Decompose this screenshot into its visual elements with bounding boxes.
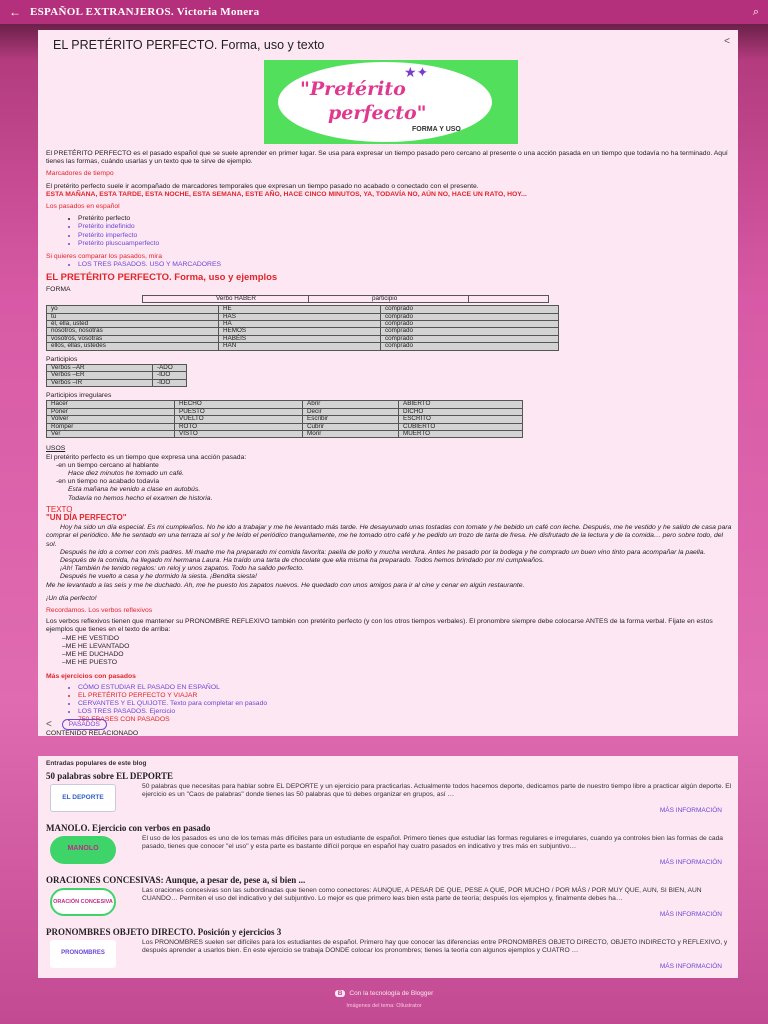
banner-line-1: "Pretérito [300,78,406,100]
table-cell: nosotros, nosotras [47,328,219,335]
more-info-link[interactable]: MÁS INFORMACIÓN [659,859,722,866]
popular-posts [38,756,738,978]
popular-item-thumb-label: EL DEPORTE [62,794,104,801]
popular-item-thumb-label: PRONOMBRES [61,950,105,956]
pasados-heading: Los pasados en español [46,203,120,211]
post-banner-image [264,60,518,144]
reflex-example: –ME HE LEVANTADO [62,642,130,650]
exercise-link[interactable]: • 750 FRASES CON PASADOS [78,716,732,724]
more-info-link[interactable]: MÁS INFORMACIÓN [659,911,722,918]
table-cell: -IDO [153,379,187,386]
uso-1: -en un tiempo cercano al hablante [56,461,159,469]
texto-paragraph: Después de la comida, ha llegado mi hermana Laura. Ha traído una tarta de chocolate que ella misma ha preparado. Todos hemos brindado por mi cumpleaños. [60,556,545,564]
page-footer [0,990,768,1009]
table-cell: ROTO [175,423,303,430]
participios-label: Participios [46,355,78,363]
texto-end: ¡Un día perfecto! [46,594,97,602]
participios-table [46,364,187,387]
table-cell: comprado [381,335,559,342]
table-cell: HE [219,306,381,313]
popular-item[interactable] [46,771,730,823]
table-cell: ABIERTO [399,401,523,408]
post-title: EL PRETÉRITO PERFECTO. Forma, uso y texto [53,38,325,52]
post-body [46,150,732,736]
usos-label: USOS [46,445,66,453]
uso-2: -en un tiempo no acabado todavía [56,478,160,486]
reflex-text: Los verbos reflexivos tienen que mantener su PRONOMBRE REFLEXIVO también con pretérito perfecto (y con los otros tiempos verbales). El pronombre siempre debe colocarse ANTES de la forma verbal. Fíjate en estos ejemplos que tienes en el texto de arriba: [46,618,713,634]
table-cell: Verbos –IR [47,379,153,386]
popular-item-title[interactable]: MANOLO. Ejercicio con verbos en pasado [46,823,211,833]
table-cell: DICHO [399,408,523,415]
popular-item-thumbnail[interactable] [50,940,116,968]
list-item: • Pretérito perfecto [78,215,732,223]
popular-item-snippet: Los PRONOMBRES suelen ser difíciles para los estudiantes de español. Primero hay que conocer las diferencias entre PRONOMBRES OBJETO DIRECTO, OBJETO INDIRECTO y REFLEXIVO, y después aprender a usarlos bien. En este ejercicio se trabaja DONDE colocar los pronombres; tienes la teoría con algunos ejemplos y CUATRO … [142,939,728,954]
label-tag[interactable]: PASADOS [62,719,107,730]
table-cell: yo [47,306,219,313]
texto-label: TEXTO [46,504,73,514]
popular-heading: Entradas populares de este blog [46,760,147,767]
texto-paragraph: Después he vuelto a casa y he dormido la siesta. ¡Bendita siesta! [60,573,257,581]
table-header: participio [368,295,468,302]
table-cell: HAS [219,313,381,320]
irregulares-label: Participios irregulares [46,392,112,400]
popular-item-snippet: Las oraciones concesivas son las subordinadas que tienen como conectores: AUNQUE, A PESAR DE QUE, PESE A QUE, POR MUCHO / POR MÁS / POR MUY QUE, AUN, SI BIEN, AUN CUANDO… Permiten el uso del indicativo y del subjuntivo. Lo mejor es que primero leas bien esta parte de teoría; después los ejemplos y, finalmente debes ha… [142,887,702,902]
popular-item[interactable] [46,823,730,875]
markers-list: ESTA MAÑANA, ESTA TARDE, ESTA NOCHE, ESTA SEMANA, ESTE AÑO, HACE CINCO MINUTOS, YA, TODAVÍA NO, AÚN NO, HACE UN RATO, HOY... [46,190,527,198]
irregulares-table [46,400,523,438]
table-cell: Morir [303,430,399,437]
table-header: Verbo HABER [212,295,308,302]
texto-paragraph: Hoy ha sido un día especial. Es mi cumpleaños. No he ido a trabajar y me he levantado más tarde. He desayunado unas tostadas con tomate y he bebido un café con leche. Después, me he vestido y he salido de casa para comprar el periódico. Me he sentado en una terraza al sol y he leído el periódico tranquilamente, me he tomado otro café y he pedido un trozo de tarta de fresa. He disfrutado de la lectura y de la comida… pero sobre todo, del sol. [46,524,732,548]
compare-list [46,261,732,269]
compare-link[interactable]: • LOS TRES PASADOS. USO Y MARCADORES [78,261,732,269]
table-cell: ESCRITO [399,416,523,423]
list-item[interactable]: • Pretérito imperfecto [78,232,732,240]
more-info-link[interactable]: MÁS INFORMACIÓN [659,807,722,814]
blog-title[interactable]: ESPAÑOL EXTRANJEROS. Victoria Monera [30,6,260,18]
table-cell: comprado [381,321,559,328]
forma-table [46,295,549,303]
powered-by-link[interactable]: Con la tecnología de Blogger [349,990,434,997]
texto-title: "UN DÍA PERFECTO" [46,512,127,522]
related-content-label: CONTENIDO RELACIONADO [46,729,139,736]
top-bar [0,0,768,24]
popular-item-thumbnail[interactable] [50,836,116,864]
search-icon[interactable]: ⌕ [752,5,760,18]
theme-images-credit: Imágenes del tema: Ollustrator [346,1003,422,1009]
back-arrow-icon[interactable]: ← [9,5,21,19]
blogger-icon: B [335,990,346,997]
table-cell: comprado [381,306,559,313]
texto-paragraph: ¡Ah! También he tenido regalos: un reloj y unos zapatos. Todo ha salido perfecto. [60,565,304,573]
markers-text: El pretérito perfecto suele ir acompañado de marcadores temporales que expresan un tiempo pasado no acabado o conectado con el presente. [46,182,479,190]
table-cell: ellos, ellas, ustedes [47,343,219,350]
table-cell: Verbos –ER [47,372,153,379]
forma-label: FORMA [46,285,71,293]
texto-paragraph: Después he ido a comer con mis padres. Mi madre me ha preparado mi comida favorita: paella de pollo y mucha verdura. Antes he pasado por la bodega y he comprado un buen vino tinto para acompañar la paella. [60,548,706,556]
uso-2-example-2: Todavía no hemos hecho el examen de historia. [68,494,213,502]
table-cell: Verbos –AR [47,364,153,371]
ejercicios-heading: Más ejercicios con pasados [46,673,136,681]
table-cell: Romper [47,423,175,430]
popular-item-title[interactable]: 50 palabras sobre EL DEPORTE [46,771,174,781]
table-cell: -ADO [153,364,187,371]
reflex-example: –ME HE VESTIDO [62,634,120,642]
markers-heading: Marcadores de tiempo [46,170,114,178]
post-card [38,30,738,736]
popular-item-thumbnail[interactable] [50,888,116,916]
table-cell: vosotros, vosotras [47,335,219,342]
popular-item-title[interactable]: PRONOMBRES OBJETO DIRECTO. Posición y ejercicios 3 [46,927,282,937]
popular-item-snippet: El uso de los pasados es uno de los temas más difíciles para un estudiante de español. Primero tienes que estudiar las formas regulares e irregulares, cuando ya controles bien las formas de cada pasado, tienes que conocer "el uso" y esta parte es bastante difícil porque en español hay cuatro pasados en indicativo y tres más en subjuntivo… [142,835,724,850]
share-icon[interactable]: < [46,719,52,730]
table-cell: HECHO [175,401,303,408]
table-cell: comprado [381,343,559,350]
table-cell: Ver [47,430,175,437]
popular-item-thumb-label: MANOLO [67,845,99,852]
stars-icon: ★✦ [404,64,429,80]
table-cell: Decir [303,408,399,415]
table-cell: él, ella, usted [47,321,219,328]
post-footer [46,719,107,730]
table-cell: comprado [381,328,559,335]
ejercicios-list [46,684,732,725]
reflex-example: –ME HE DUCHADO [62,651,124,659]
table-cell: VUELTO [175,416,303,423]
exercise-link[interactable]: • EL PRETÉRITO PERFECTO Y VIAJAR [78,692,732,700]
section-title: EL PRETÉRITO PERFECTO. Forma, uso y ejemplos [46,272,278,284]
popular-item-title[interactable]: ORACIONES CONCESIVAS: Aunque, a pesar de, pese a, si bien ... [46,875,306,885]
list-item[interactable]: • Pretérito indefinido [78,223,732,231]
exercise-link[interactable]: • CÓMO ESTUDIAR EL PASADO EN ESPAÑOL [78,684,732,692]
table-cell: HEMOS [219,328,381,335]
table-cell: CUBIERTO [399,423,523,430]
table-cell: HABÉIS [219,335,381,342]
table-cell: VISTO [175,430,303,437]
table-cell: Escribir [303,416,399,423]
table-cell: -IDO [153,372,187,379]
table-cell: Volver [47,416,175,423]
forma-conjugation-table [46,305,559,350]
exercise-link[interactable]: • LOS TRES PASADOS. Ejercicio [78,708,732,716]
reflex-example: –ME HE PUESTO [62,659,118,667]
uso-1-example: Hace diez minutos he tomado un café. [68,469,184,477]
table-cell: HAN [219,343,381,350]
compare-heading: Si quieres comparar los pasados, mira [46,253,162,261]
table-cell: Poner [47,408,175,415]
popular-item[interactable] [46,927,730,978]
popular-item-thumb-label: ORACIÓN CONCESIVA [53,899,113,905]
intro-text: El PRETÉRITO PERFECTO es el pasado español que se suele aprender en primer lugar. Se usa para expresar un tiempo pasado pero cercano al presente o una acción pasada en un tiempo que todavía no ha terminado. Aquí tienes las formas, cuándo usarlas y un texto que te sirve de ejemplo. [46,150,728,166]
table-cell: tú [47,313,219,320]
table-cell: comprado [381,313,559,320]
reflex-heading: Recordamos. Los verbos reflexivos [46,607,153,614]
banner-line-3: FORMA Y USO [412,126,461,133]
table-cell: HA [219,321,381,328]
table-cell: Abrir [303,401,399,408]
popular-item-thumbnail[interactable] [50,784,116,812]
list-item[interactable]: • Pretérito pluscuamperfecto [78,240,732,248]
table-cell: MUERTO [399,430,523,437]
exercise-link[interactable]: • CERVANTES Y EL QUIJOTE. Texto para completar en pasado [78,700,732,708]
popular-item-snippet: 50 palabras que necesitas para hablar sobre EL DEPORTE y un ejercicio para practicarlas. Actualmente todos hacemos deporte, dedicamos parte de nuestro tiempo libre a practicar algún deporte. El ejercicio es un "Caos de palabras" donde tienes las 50 palabras que tú debes organizar en grupos, así … [142,783,732,798]
popular-item[interactable] [46,875,730,927]
table-cell: Hacer [47,401,175,408]
banner-line-2: perfecto" [328,102,427,124]
more-info-link[interactable]: MÁS INFORMACIÓN [659,963,722,970]
share-icon[interactable]: < [724,36,730,47]
texto-paragraph: Me he levantado a las seis y me he duchado. Ah, me he puesto los zapatos nuevos. He quedado con unos amigos para ir al cine y cenar en algún restaurante. [46,581,525,589]
table-cell: Cubrir [303,423,399,430]
pasados-list [46,215,732,248]
usos-text: El pretérito perfecto es un tiempo que expresa una acción pasada: [46,453,247,461]
table-cell: PUESTO [175,408,303,415]
uso-2-example-1: Esta mañana he venido a clase en autobús. [68,486,201,494]
